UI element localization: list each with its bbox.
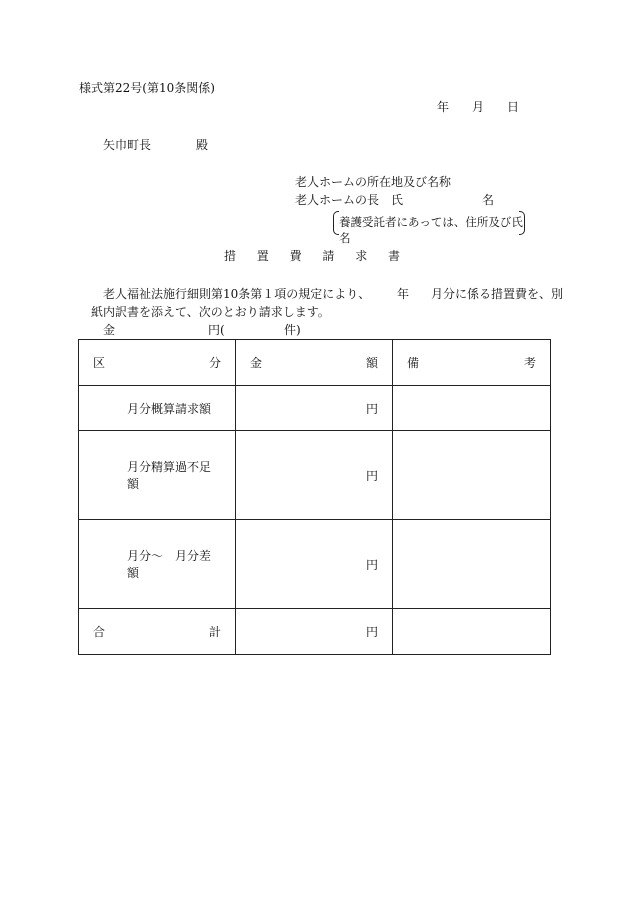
row-amount: 円 — [236, 431, 393, 520]
header-char: 区 — [93, 355, 106, 370]
row-remarks — [393, 431, 551, 520]
total-amount: 円 — [236, 609, 393, 655]
header-cell — [393, 340, 551, 386]
header-cell — [236, 340, 393, 386]
applicant-address-label: 老人ホームの所在地及び名称 — [295, 175, 452, 189]
row-amount: 円 — [236, 520, 393, 609]
table-row — [79, 520, 551, 609]
form-number: 様式第22号(第10条関係) — [79, 81, 215, 95]
total-remarks — [393, 609, 551, 655]
total-label-char: 計 — [208, 625, 221, 640]
body-line1-b: 月分に係る措置費を、別 — [431, 287, 564, 301]
total-yen-open: 円( — [208, 323, 225, 337]
addressee-honorific: 殿 — [196, 138, 209, 152]
table-total-row — [79, 609, 551, 655]
header-cell — [79, 340, 236, 386]
header-char: 分 — [208, 355, 221, 370]
date-day: 日 — [507, 100, 520, 114]
body-line2: 紙内訳書を添えて、次のとおり請求します。 — [91, 305, 330, 319]
row-amount: 円 — [236, 385, 393, 431]
table-row — [79, 385, 551, 431]
document-title — [224, 249, 400, 263]
row-label: 月分～ 月分差額 — [79, 520, 236, 609]
table-header-row — [79, 340, 551, 386]
row-remarks — [393, 385, 551, 431]
title-char: 措 — [224, 249, 237, 263]
right-bracket — [519, 211, 525, 235]
applicant-head-label: 老人ホームの長 氏 — [295, 193, 404, 207]
date-month: 月 — [472, 100, 485, 114]
applicant-note-bracket — [333, 209, 525, 245]
total-kin: 金 — [103, 323, 116, 337]
title-char: 置 — [256, 249, 269, 263]
header-char: 金 — [250, 355, 263, 370]
total-label — [79, 609, 236, 655]
applicant-note: 養護受託者にあっては、住所及び氏名 — [339, 215, 523, 245]
body-line1-year: 年 — [397, 287, 410, 301]
table-row — [79, 431, 551, 520]
addressee-name: 矢巾町長 — [103, 138, 152, 152]
row-remarks — [393, 520, 551, 609]
title-char: 費 — [289, 249, 302, 263]
claim-table — [78, 339, 551, 655]
title-char: 書 — [387, 249, 400, 263]
header-char: 考 — [523, 355, 536, 370]
applicant-name-suffix: 名 — [482, 193, 495, 207]
row-label: 月分概算請求額 — [79, 385, 236, 431]
title-char: 請 — [322, 249, 335, 263]
header-char: 備 — [407, 355, 420, 370]
title-char: 求 — [355, 249, 368, 263]
header-char: 額 — [365, 355, 378, 370]
body-line1-a: 老人福祉法施行細則第10条第１項の規定により、 — [103, 287, 371, 301]
date-year: 年 — [437, 100, 450, 114]
total-ken-close: 件) — [284, 323, 301, 337]
row-label: 月分精算過不足額 — [79, 431, 236, 520]
total-label-char: 合 — [93, 625, 106, 640]
